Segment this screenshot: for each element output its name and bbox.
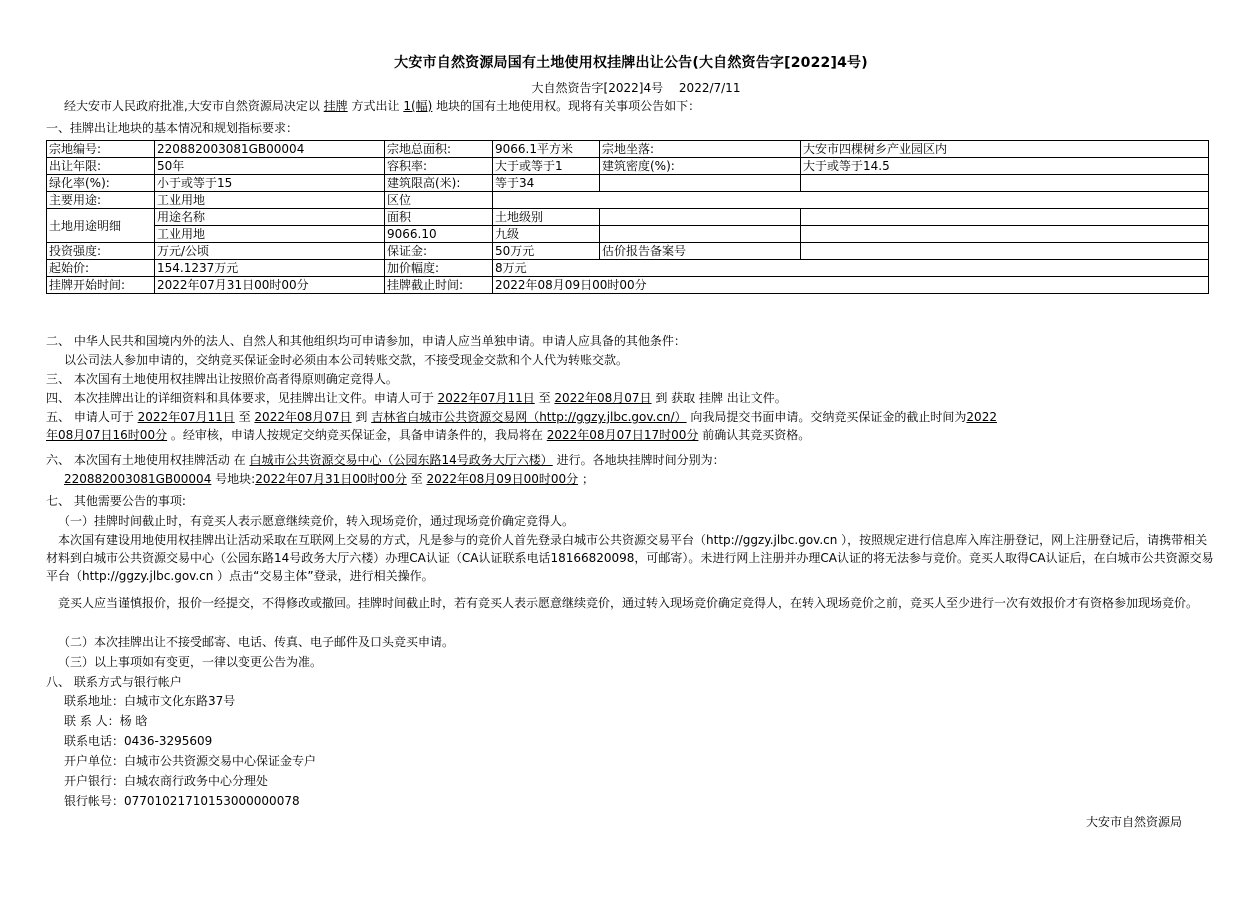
table-row: 主要用途: 工业用地 区位 [47,192,1209,209]
section-7-item-3: （三）以上事项如有变更，一律以变更公告为准。 [58,655,323,669]
table-row: 起始价: 154.1237万元 加价幅度: 8万元 [47,260,1209,277]
parcel-info-table [46,140,1209,294]
signature: 大安市自然资源局 [1086,815,1183,829]
table-row: 土地用途明细 用途名称 面积 土地级别 [47,209,1209,226]
section-7-item-1: （一）挂牌时间截止时，有竞买人表示愿意继续竞价，转入现场竞价，通过现场竞价确定竞得人。 [58,514,575,528]
account-holder: 开户单位：白城市公共资源交易中心保证金专户 [64,754,317,768]
section-7-para-2: 竞买人应当谨慎报价，报价一经提交，不得修改或撤回。挂牌时间截止时，若有竞买人表示愿意继续竞价，通过转入现场竞价确定竞得人，在转入现场竞价之前，竞买人至少进行一次有效报价才有资格参加现场竞价。 [58,596,1199,610]
section-7-para-1: 本次国有建设用地使用权挂牌出让活动采取在互联网上交易的方式，凡是参与的竞价人首先登录白城市公共资源交易平台（http://ggzy.jlbc.gov.cn ），按照规定进行信息库入库注册登记，网上注册登记后，请携带相关材料到白城市公共资源交易中心（公园东路14号政务大厅六楼）办理CA认证（CA认证联系电话18166820098，可邮寄）。未进行网上注册并办理CA认证的将无法参与竞价。竞买人取得CA认证后，在白城市公共资源交易平台（http://ggzy.jlbc.gov.cn ）点击“交易主体”登录，进行相关操作。 [46,533,1214,583]
page-title: 大安市自然资源局国有土地使用权挂牌出让公告(大自然资告字[2022]4号) [394,55,868,71]
section-1-heading: 一、挂牌出让地块的基本情况和规划指标要求： [46,121,299,135]
section-8: 八、 联系方式与银行帐户 [46,675,182,689]
section-2: 二、 中华人民共和国境内外的法人、自然人和其他组织均可申请参加，申请人应当单独申请。申请人应具备的其他条件： [46,334,686,348]
doc-meta [46,79,1226,96]
section-3: 三、 本次国有土地使用权挂牌出让按照价高者得原则确定竞得人。 [46,372,398,386]
contact-person: 联 系 人：杨 晗 [64,714,148,728]
contact-address: 联系地址：白城市文化东路37号 [64,694,236,708]
section-2-sub: 以公司法人参加申请的，交纳竞买保证金时必须由本公司转账交款，不接受现金交款和个人代为转账交款。 [64,353,629,367]
section-6: 六、 本次国有土地使用权挂牌活动 在 白城市公共资源交易中心（公园东路14号政务大厅六楼） 进行。各地块挂牌时间分别为： [46,453,725,467]
intro-count: 1(幅) [403,99,433,113]
section-7: 七、 其他需要公告的事项: [46,494,186,508]
table-row: 挂牌开始时间: 2022年07月31日00时00分 挂牌截止时间: 2022年08月09日00时00分 [47,277,1209,294]
contact-phone: 联系电话：0436-3295609 [64,734,213,748]
section-5: 五、 申请人可于 2022年07月11日 至 2022年08月07日 到 吉林省白城市公共资源交易网（http://ggzy.jlbc.gov.cn/） 向我局提交书面申请。交纳竞买保证金的截止时间为2022 年08月07日16时00分 。经审核，申请人按规定交纳竞买保证金，具备申请条件的，我局将在 2022年08月07日17时00分 前确认其竞买资格。 [46,410,997,442]
table-row: 宗地编号: 220882003081GB00004 宗地总面积: 9066.1平方米 宗地坐落: 大安市四棵树乡产业园区内 [47,141,1209,158]
section-4: 四、 本次挂牌出让的详细资料和具体要求，见挂牌出让文件。申请人可于 2022年07月11日 至 2022年08月07日 到 获取 挂牌 出让文件。 [46,391,787,405]
table-row: 投资强度: 万元/公顷 保证金: 50万元 估价报告备案号 [47,243,1209,260]
trading-site-link[interactable]: 吉林省白城市公共资源交易网（http://ggzy.jlbc.gov.cn/） [371,410,687,424]
doc-date: 2022/7/11 [678,81,741,95]
account-bank: 开户银行：白城农商行政务中心分理处 [64,774,269,788]
doc-number: 大自然资告字[2022]4号 [531,81,664,95]
intro-method: 挂牌 [323,99,348,113]
account-number: 银行帐号：07701021710153000000078 [64,794,300,808]
intro-paragraph: 经大安市人民政府批准,大安市自然资源局决定以 挂牌 方式出让 1(幅) 地块的国有土地使用权。现将有关事项公告如下： [64,99,701,113]
section-6-schedule: 220882003081GB00004 号地块:2022年07月31日00时00分 至 2022年08月09日00时00分 ； [64,472,594,486]
table-row: 工业用地 9066.10 九级 [47,226,1209,243]
table-row: 绿化率(%): 小于或等于15 建筑限高(米): 等于34 [47,175,1209,192]
table-row: 出让年限: 50年 容积率: 大于或等于1 建筑密度(%): 大于或等于14.5 [47,158,1209,175]
section-7-item-2: （二）本次挂牌出让不接受邮寄、电话、传真、电子邮件及口头竞买申请。 [58,635,455,649]
